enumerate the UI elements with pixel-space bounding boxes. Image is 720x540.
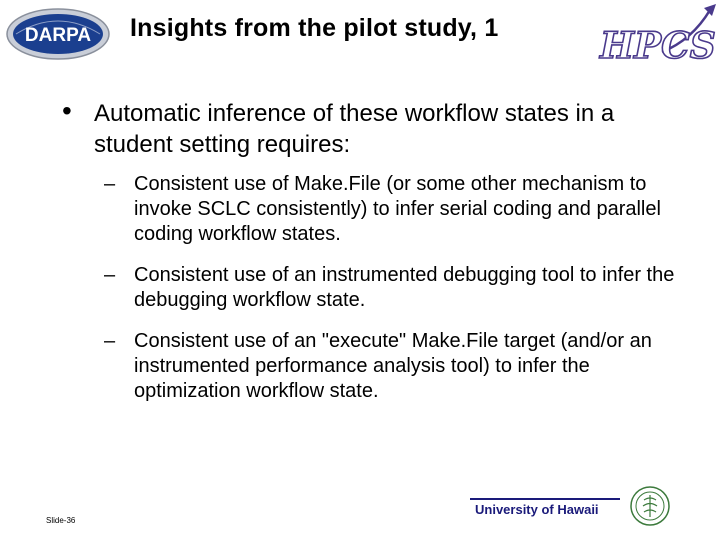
bullet-marker: • [62, 95, 72, 126]
university-seal-icon [630, 486, 670, 526]
hpcs-logo-text: HPCS [600, 25, 716, 67]
sub-bullet-marker: – [104, 264, 116, 286]
sub-bullet-text: Consistent use of an "execute" Make.File target (and/or an instrumented performance analysis tool) to infer the optimization workflow state. [134, 330, 652, 402]
darpa-logo-text: DARPA [24, 25, 92, 46]
slide-title: Insights from the pilot study, 1 [130, 14, 499, 42]
footer-divider [470, 498, 620, 500]
bullet-text: Automatic inference of these workflow states in a student setting requires: [94, 100, 615, 158]
university-name: University of Hawaii [475, 502, 599, 517]
darpa-logo [4, 4, 112, 64]
sub-bullet-marker: – [104, 173, 116, 195]
hpcs-logo [592, 0, 720, 78]
sub-bullet-text: Consistent use of Make.File (or some other mechanism to invoke SCLC consistently) to infer serial coding and parallel coding workflow states. [134, 173, 661, 245]
sub-bullet-text: Consistent use of an instrumented debugging tool to infer the debugging workflow state. [134, 264, 675, 311]
slide-number: Slide-36 [46, 516, 76, 525]
sub-bullet-marker: – [104, 330, 116, 352]
